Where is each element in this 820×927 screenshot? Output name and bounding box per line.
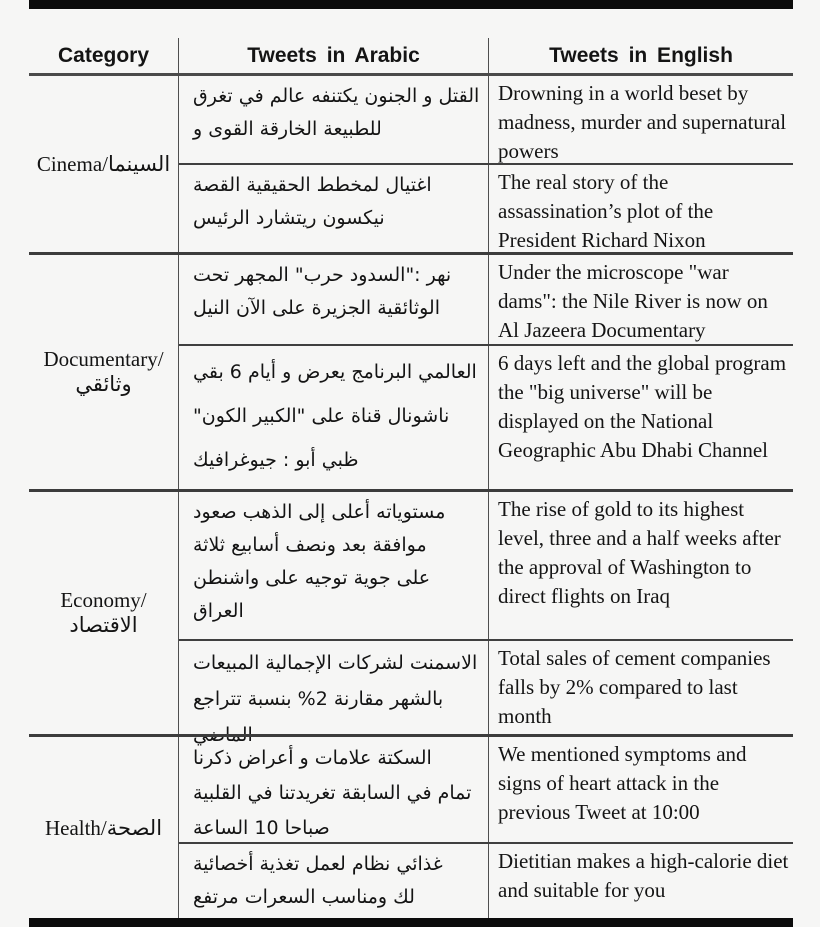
category-label: Documentary/	[43, 347, 164, 371]
table-bottom-rule	[29, 918, 793, 927]
english-tweet-cell: Dietitian makes a high-calorie diet and suitable for you	[498, 849, 789, 902]
category-cell-documentary	[29, 255, 179, 489]
arabic-tweet-cell: صعود الذهب إلى أعلى مستوياته ثلاثة أسابيع ونصف بعد موافقة واشنطن على توجيه جوية على العراق	[179, 492, 489, 639]
arabic-tweet-cell: القصة الحقيقية لمخطط اغتيال الرئيس ريتشارد نيكسون	[179, 165, 489, 252]
table-row	[179, 165, 793, 252]
category-cell-health	[29, 737, 179, 919]
arabic-tweet-cell: تحت المجهر "حرب السدود": نهر النيل الآن على الجزيرة الوثائقية	[179, 255, 489, 344]
english-tweet-cell: The rise of gold to its highest level, three and a half weeks after the approval of Washington to direct flights on Iraq	[498, 497, 781, 608]
table-row	[179, 346, 793, 489]
tweets-comparison-table	[29, 38, 793, 919]
english-tweet-cell: Drowning in a world beset by madness, murder and supernatural powers	[498, 81, 787, 163]
section-documentary	[29, 252, 793, 489]
category-label: Cinema/السينما	[36, 151, 171, 176]
arabic-tweet-cell: ذكرنا أعراض و علامات السكتة القلبية في تغريدتنا السابقة في تمام الساعة 10 صباحا	[179, 737, 489, 842]
category-label: Health/الصحة	[44, 815, 163, 840]
table-header-row	[29, 38, 793, 76]
english-tweet-cell: 6 days left and the global program the "big universe" will be displayed on the National Geographic Abu Dhabi Channel	[498, 351, 787, 462]
english-tweet-cell: The real story of the assassination’s plot of the President Richard Nixon	[498, 170, 714, 252]
table-row	[179, 492, 793, 641]
category-label-line2: الاقتصاد	[69, 613, 138, 637]
section-cinema	[29, 76, 793, 252]
header-tweets-arabic: Tweets in Arabic	[179, 38, 489, 73]
category-label-line2: وثائقي	[75, 372, 132, 396]
table-row	[179, 737, 793, 844]
english-tweet-cell: Total sales of cement companies falls by 2% compared to last month	[498, 646, 771, 728]
table-row	[179, 844, 793, 919]
english-tweet-cell: Under the microscope "war dams": the Nile River is now on Al Jazeera Documentary	[498, 260, 768, 342]
arabic-tweet-cell: أخصائية تغذية لعمل نظام غذائي مرتفع السعرات ومناسب لك	[179, 844, 489, 919]
table-row	[179, 641, 793, 746]
table-row	[179, 255, 793, 346]
section-health	[29, 734, 793, 919]
header-tweets-english: Tweets in English	[549, 43, 733, 67]
arabic-tweet-cell: بقي 6 أيام و يعرض البرنامج العالمي "الكون الكبير" على قناة ناشونال جيوغرافيك : أبو ظبي	[179, 346, 489, 489]
category-cell-economy	[29, 492, 179, 734]
table-top-rule	[29, 0, 793, 9]
english-tweet-cell: We mentioned symptoms and signs of heart attack in the previous Tweet at 10:00	[498, 742, 747, 824]
table-row	[179, 76, 793, 165]
category-label: Economy/	[60, 588, 147, 612]
category-cell-cinema	[29, 76, 179, 252]
section-economy	[29, 489, 793, 746]
arabic-tweet-cell: المبيعات الإجمالية لشركات الاسمنت تتراجع بنسبة %2 مقارنة بالشهر الماضي	[179, 641, 489, 734]
header-category: Category	[29, 38, 179, 73]
arabic-tweet-cell: تغرق في عالم يكتنفه الجنون و القتل و القوى الخارقة للطبيعة	[179, 76, 489, 163]
